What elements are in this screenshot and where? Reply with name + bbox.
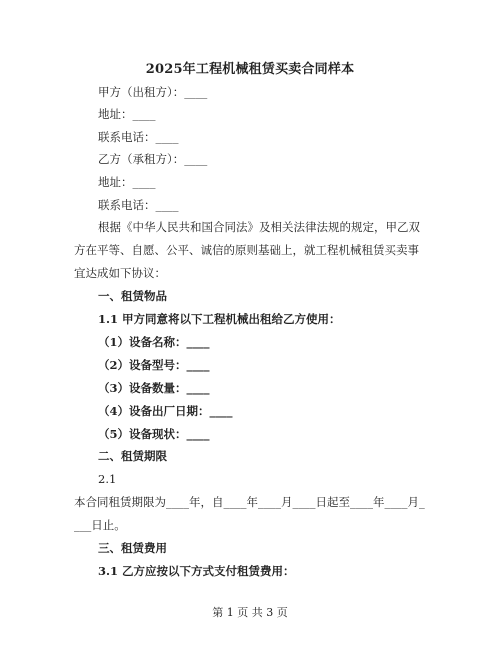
- party-b-label: 乙方（承租方）：____: [98, 152, 208, 166]
- intro-line-1: 根据《中华人民共和国合同法》及相关法律法规的规定，甲乙双: [98, 220, 420, 234]
- section-3-clause: 3.1 乙方应按以下方式支付租赁费用：: [98, 564, 295, 578]
- party-b-phone: 联系电话：____: [98, 198, 179, 212]
- equipment-item-1: （1）设备名称：____: [98, 335, 210, 349]
- party-a-phone: 联系电话：____: [98, 130, 179, 144]
- party-b-address: 地址：____: [98, 175, 156, 189]
- equipment-item-3: （3）设备数量：____: [98, 381, 210, 395]
- equipment-item-5: （5）设备现状：____: [98, 427, 210, 441]
- section-2-clause-number: 2.1: [98, 472, 117, 486]
- intro-line-2: 方在平等、自愿、公平、诚信的原则基础上，就工程机械租赁买卖事: [74, 243, 419, 257]
- document-title: 2025年工程机械租赁买卖合同样本: [145, 62, 355, 77]
- section-2-text-line-2: ___日止。: [74, 518, 126, 532]
- section-1-heading: 一、租赁物品: [98, 289, 167, 303]
- intro-line-3: 宜达成如下协议：: [74, 266, 166, 280]
- party-a-address: 地址：____: [98, 107, 156, 121]
- section-2-text-line-1: 本合同租赁期限为____年，自____年____月____日起至____年____月_: [74, 495, 425, 509]
- equipment-item-4: （4）设备出厂日期：____: [98, 404, 233, 418]
- equipment-item-2: （2）设备型号：____: [98, 358, 210, 372]
- section-1-clause: 1.1 甲方同意将以下工程机械出租给乙方使用：: [98, 312, 341, 326]
- page-footer: 第 1 页 共 3 页: [212, 606, 288, 619]
- section-2-heading: 二、租赁期限: [98, 449, 167, 463]
- section-3-heading: 三、租赁费用: [98, 541, 167, 555]
- party-a-label: 甲方（出租方）：____: [98, 85, 208, 99]
